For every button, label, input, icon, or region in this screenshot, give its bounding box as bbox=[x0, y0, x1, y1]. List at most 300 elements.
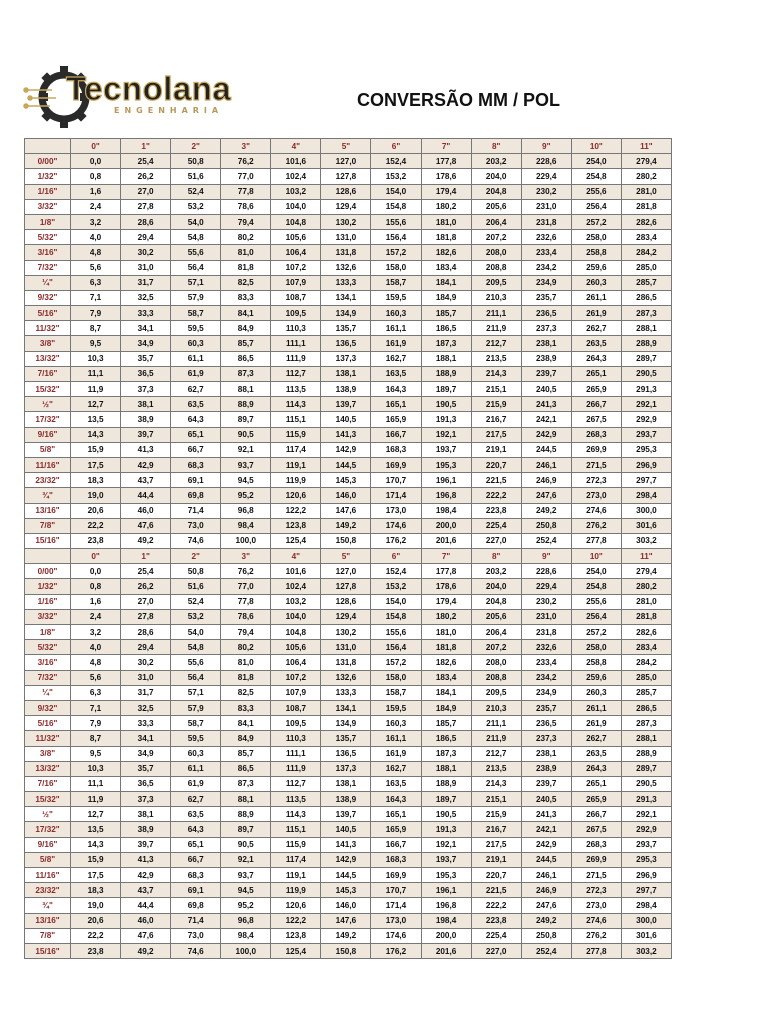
table-row bbox=[25, 518, 672, 533]
table-cell: 130,2 bbox=[321, 625, 371, 640]
row-label: 1/32" bbox=[25, 169, 71, 184]
table-cell: 183,4 bbox=[421, 260, 471, 275]
table-cell: 18,3 bbox=[71, 473, 121, 488]
table-cell: 191,3 bbox=[421, 822, 471, 837]
table-cell: 190,5 bbox=[421, 807, 471, 822]
table-cell: 292,9 bbox=[621, 412, 671, 427]
row-label: 7/8" bbox=[25, 928, 71, 943]
table-cell: 38,9 bbox=[121, 412, 171, 427]
table-cell: 112,7 bbox=[271, 366, 321, 381]
table-cell: 138,1 bbox=[321, 366, 371, 381]
table-cell: 107,9 bbox=[271, 685, 321, 700]
table-cell: 235,7 bbox=[521, 290, 571, 305]
table-cell: 254,8 bbox=[571, 169, 621, 184]
table-cell: 88,1 bbox=[221, 792, 271, 807]
row-label: ¾" bbox=[25, 488, 71, 503]
table-cell: 93,7 bbox=[221, 457, 271, 472]
table-cell: 9,5 bbox=[71, 746, 121, 761]
table-cell: 113,5 bbox=[271, 382, 321, 397]
row-label: 17/32" bbox=[25, 822, 71, 837]
table-cell: 15,9 bbox=[71, 442, 121, 457]
table-cell: 38,1 bbox=[121, 397, 171, 412]
table-cell: 85,7 bbox=[221, 336, 271, 351]
table-cell: 146,0 bbox=[321, 898, 371, 913]
table-cell: 104,8 bbox=[271, 214, 321, 229]
table-cell: 238,9 bbox=[521, 351, 571, 366]
table-cell: 231,0 bbox=[521, 199, 571, 214]
table-header-row bbox=[25, 549, 672, 564]
table-cell: 46,0 bbox=[121, 503, 171, 518]
table-row bbox=[25, 321, 672, 336]
table-cell: 258,8 bbox=[571, 655, 621, 670]
table-cell: 5,6 bbox=[71, 670, 121, 685]
table-cell: 161,9 bbox=[371, 336, 421, 351]
table-cell: 79,4 bbox=[221, 214, 271, 229]
company-logo bbox=[22, 62, 262, 132]
table-cell: 147,6 bbox=[321, 503, 371, 518]
table-row bbox=[25, 868, 672, 883]
column-header: 6" bbox=[371, 549, 421, 564]
table-cell: 281,8 bbox=[621, 609, 671, 624]
table-cell: 150,8 bbox=[321, 943, 371, 958]
table-cell: 282,6 bbox=[621, 625, 671, 640]
table-cell: 300,0 bbox=[621, 913, 671, 928]
table-cell: 184,9 bbox=[421, 700, 471, 715]
table-cell: 200,0 bbox=[421, 518, 471, 533]
row-label: 13/16" bbox=[25, 503, 71, 518]
table-cell: 192,1 bbox=[421, 427, 471, 442]
column-header: 11" bbox=[621, 139, 671, 154]
table-cell: 257,2 bbox=[571, 214, 621, 229]
table-cell: 254,0 bbox=[571, 154, 621, 169]
table-row bbox=[25, 260, 672, 275]
table-row bbox=[25, 943, 672, 958]
table-cell: 265,1 bbox=[571, 776, 621, 791]
table-cell: 238,9 bbox=[521, 761, 571, 776]
row-label: 3/16" bbox=[25, 655, 71, 670]
table-cell: 237,3 bbox=[521, 321, 571, 336]
table-cell: 33,3 bbox=[121, 306, 171, 321]
table-cell: 285,0 bbox=[621, 260, 671, 275]
table-cell: 223,8 bbox=[471, 913, 521, 928]
table-cell: 80,2 bbox=[221, 230, 271, 245]
table-cell: 227,0 bbox=[471, 533, 521, 548]
table-cell: 54,8 bbox=[171, 230, 221, 245]
table-cell: 292,9 bbox=[621, 822, 671, 837]
table-row bbox=[25, 731, 672, 746]
table-cell: 49,2 bbox=[121, 943, 171, 958]
table-cell: 31,7 bbox=[121, 685, 171, 700]
table-cell: 83,3 bbox=[221, 290, 271, 305]
table-cell: 240,5 bbox=[521, 382, 571, 397]
table-cell: 36,5 bbox=[121, 776, 171, 791]
table-cell: 14,3 bbox=[71, 427, 121, 442]
table-cell: 84,1 bbox=[221, 306, 271, 321]
table-cell: 252,4 bbox=[521, 943, 571, 958]
table-cell: 149,2 bbox=[321, 928, 371, 943]
table-cell: 196,8 bbox=[421, 488, 471, 503]
table-cell: 110,3 bbox=[271, 731, 321, 746]
table-cell: 183,4 bbox=[421, 670, 471, 685]
table-cell: 34,1 bbox=[121, 731, 171, 746]
table-cell: 192,1 bbox=[421, 837, 471, 852]
column-header: 5" bbox=[321, 549, 371, 564]
table-cell: 297,7 bbox=[621, 473, 671, 488]
table-cell: 303,2 bbox=[621, 943, 671, 958]
table-cell: 140,5 bbox=[321, 822, 371, 837]
table-cell: 287,3 bbox=[621, 306, 671, 321]
table-cell: 66,7 bbox=[171, 852, 221, 867]
table-cell: 220,7 bbox=[471, 868, 521, 883]
table-cell: 114,3 bbox=[271, 397, 321, 412]
table-cell: 4,0 bbox=[71, 230, 121, 245]
table-cell: 290,5 bbox=[621, 776, 671, 791]
table-cell: 258,8 bbox=[571, 245, 621, 260]
table-cell: 28,6 bbox=[121, 625, 171, 640]
table-cell: 55,6 bbox=[171, 655, 221, 670]
brand-name: Tecnolana bbox=[66, 70, 232, 107]
table-cell: 235,7 bbox=[521, 700, 571, 715]
table-cell: 280,2 bbox=[621, 579, 671, 594]
table-cell: 206,4 bbox=[471, 214, 521, 229]
table-cell: 165,9 bbox=[371, 822, 421, 837]
table-cell: 139,7 bbox=[321, 807, 371, 822]
table-cell: 198,4 bbox=[421, 503, 471, 518]
table-cell: 122,2 bbox=[271, 503, 321, 518]
table-cell: 59,5 bbox=[171, 321, 221, 336]
table-row bbox=[25, 822, 672, 837]
table-cell: 7,9 bbox=[71, 306, 121, 321]
table-cell: 115,9 bbox=[271, 837, 321, 852]
table-row bbox=[25, 230, 672, 245]
table-cell: 244,5 bbox=[521, 852, 571, 867]
table-cell: 23,8 bbox=[71, 533, 121, 548]
table-cell: 187,3 bbox=[421, 746, 471, 761]
table-cell: 8,7 bbox=[71, 731, 121, 746]
table-cell: 138,1 bbox=[321, 776, 371, 791]
table-cell: 214,3 bbox=[471, 366, 521, 381]
table-cell: 102,4 bbox=[271, 169, 321, 184]
table-cell: 56,4 bbox=[171, 670, 221, 685]
row-label: 17/32" bbox=[25, 412, 71, 427]
table-row bbox=[25, 852, 672, 867]
column-header: 10" bbox=[571, 549, 621, 564]
table-cell: 208,0 bbox=[471, 655, 521, 670]
table-row bbox=[25, 366, 672, 381]
table-cell: 160,3 bbox=[371, 306, 421, 321]
table-cell: 134,1 bbox=[321, 290, 371, 305]
table-cell: 115,9 bbox=[271, 427, 321, 442]
table-cell: 188,1 bbox=[421, 761, 471, 776]
table-cell: 179,4 bbox=[421, 184, 471, 199]
table-cell: 196,1 bbox=[421, 473, 471, 488]
table-cell: 82,5 bbox=[221, 685, 271, 700]
table-cell: 44,4 bbox=[121, 898, 171, 913]
table-cell: 145,3 bbox=[321, 473, 371, 488]
table-cell: 74,6 bbox=[171, 943, 221, 958]
table-cell: 178,6 bbox=[421, 169, 471, 184]
row-label: ¼" bbox=[25, 685, 71, 700]
table-cell: 233,4 bbox=[521, 655, 571, 670]
table-cell: 42,9 bbox=[121, 868, 171, 883]
table-cell: 247,6 bbox=[521, 488, 571, 503]
table-cell: 107,2 bbox=[271, 260, 321, 275]
table-cell: 106,4 bbox=[271, 245, 321, 260]
table-cell: 217,5 bbox=[471, 427, 521, 442]
column-header: 7" bbox=[421, 139, 471, 154]
table-cell: 1,6 bbox=[71, 184, 121, 199]
table-cell: 108,7 bbox=[271, 290, 321, 305]
table-cell: 123,8 bbox=[271, 518, 321, 533]
table-cell: 166,7 bbox=[371, 427, 421, 442]
table-cell: 229,4 bbox=[521, 579, 571, 594]
table-cell: 272,3 bbox=[571, 883, 621, 898]
row-label: 5/8" bbox=[25, 442, 71, 457]
table-cell: 69,8 bbox=[171, 488, 221, 503]
table-row bbox=[25, 275, 672, 290]
table-cell: 265,9 bbox=[571, 382, 621, 397]
table-cell: 87,3 bbox=[221, 776, 271, 791]
table-cell: 17,5 bbox=[71, 868, 121, 883]
row-label: 5/32" bbox=[25, 230, 71, 245]
table-cell: 140,5 bbox=[321, 412, 371, 427]
table-cell: 230,2 bbox=[521, 594, 571, 609]
table-cell: 38,1 bbox=[121, 807, 171, 822]
column-header: 6" bbox=[371, 139, 421, 154]
table-cell: 135,7 bbox=[321, 321, 371, 336]
table-cell: 246,1 bbox=[521, 457, 571, 472]
table-cell: 102,4 bbox=[271, 579, 321, 594]
table-cell: 161,1 bbox=[371, 731, 421, 746]
row-label: 9/16" bbox=[25, 837, 71, 852]
table-cell: 217,5 bbox=[471, 837, 521, 852]
table-cell: 142,9 bbox=[321, 852, 371, 867]
table-cell: 101,6 bbox=[271, 564, 321, 579]
table-cell: 57,1 bbox=[171, 275, 221, 290]
table-cell: 238,1 bbox=[521, 336, 571, 351]
table-cell: 220,7 bbox=[471, 457, 521, 472]
table-cell: 90,5 bbox=[221, 427, 271, 442]
table-cell: 39,7 bbox=[121, 837, 171, 852]
table-cell: 6,3 bbox=[71, 685, 121, 700]
table-row bbox=[25, 199, 672, 214]
row-label: 0/00" bbox=[25, 564, 71, 579]
row-label: 1/32" bbox=[25, 579, 71, 594]
table-cell: 293,7 bbox=[621, 427, 671, 442]
table-header-row bbox=[25, 139, 672, 154]
table-cell: 184,1 bbox=[421, 275, 471, 290]
table-cell: 215,9 bbox=[471, 397, 521, 412]
table-cell: 177,8 bbox=[421, 154, 471, 169]
table-cell: 274,6 bbox=[571, 913, 621, 928]
table-cell: 94,5 bbox=[221, 473, 271, 488]
row-label: 9/32" bbox=[25, 290, 71, 305]
table-cell: 41,3 bbox=[121, 442, 171, 457]
table-cell: 44,4 bbox=[121, 488, 171, 503]
table-cell: 165,1 bbox=[371, 397, 421, 412]
table-cell: 78,6 bbox=[221, 609, 271, 624]
table-cell: 303,2 bbox=[621, 533, 671, 548]
table-row bbox=[25, 214, 672, 229]
table-cell: 195,3 bbox=[421, 868, 471, 883]
table-cell: 153,2 bbox=[371, 579, 421, 594]
table-cell: 286,5 bbox=[621, 290, 671, 305]
table-cell: 4,8 bbox=[71, 655, 121, 670]
column-header: 2" bbox=[171, 549, 221, 564]
table-cell: 234,2 bbox=[521, 260, 571, 275]
table-cell: 203,2 bbox=[471, 564, 521, 579]
row-label: ¼" bbox=[25, 275, 71, 290]
row-label: 3/8" bbox=[25, 336, 71, 351]
table-cell: 7,1 bbox=[71, 290, 121, 305]
table-cell: 288,1 bbox=[621, 731, 671, 746]
column-header: 8" bbox=[471, 549, 521, 564]
table-cell: 78,6 bbox=[221, 199, 271, 214]
table-cell: 268,3 bbox=[571, 837, 621, 852]
table-cell: 153,2 bbox=[371, 169, 421, 184]
column-header: 4" bbox=[271, 139, 321, 154]
table-cell: 69,1 bbox=[171, 473, 221, 488]
table-cell: 298,4 bbox=[621, 488, 671, 503]
table-cell: 65,1 bbox=[171, 837, 221, 852]
table-cell: 215,1 bbox=[471, 382, 521, 397]
table-cell: 11,1 bbox=[71, 366, 121, 381]
row-label: 7/32" bbox=[25, 670, 71, 685]
table-cell: 185,7 bbox=[421, 306, 471, 321]
table-cell: 262,7 bbox=[571, 321, 621, 336]
table-cell: 27,8 bbox=[121, 199, 171, 214]
table-cell: 256,4 bbox=[571, 609, 621, 624]
table-cell: 125,4 bbox=[271, 943, 321, 958]
table-cell: 238,1 bbox=[521, 746, 571, 761]
table-cell: 225,4 bbox=[471, 928, 521, 943]
table-cell: 133,3 bbox=[321, 275, 371, 290]
table-cell: 58,7 bbox=[171, 306, 221, 321]
table-cell: 242,1 bbox=[521, 822, 571, 837]
table-cell: 62,7 bbox=[171, 382, 221, 397]
table-cell: 58,7 bbox=[171, 716, 221, 731]
table-cell: 174,6 bbox=[371, 518, 421, 533]
table-cell: 94,5 bbox=[221, 883, 271, 898]
table-cell: 110,3 bbox=[271, 321, 321, 336]
table-cell: 33,3 bbox=[121, 716, 171, 731]
table-cell: 159,5 bbox=[371, 290, 421, 305]
table-cell: 196,1 bbox=[421, 883, 471, 898]
table-cell: 203,2 bbox=[471, 154, 521, 169]
table-cell: 54,0 bbox=[171, 214, 221, 229]
table-cell: 73,0 bbox=[171, 518, 221, 533]
table-cell: 234,2 bbox=[521, 670, 571, 685]
table-cell: 269,9 bbox=[571, 852, 621, 867]
table-cell: 215,9 bbox=[471, 807, 521, 822]
row-label: 7/32" bbox=[25, 260, 71, 275]
table-cell: 182,6 bbox=[421, 245, 471, 260]
table-cell: 186,5 bbox=[421, 731, 471, 746]
table-cell: 111,1 bbox=[271, 336, 321, 351]
table-cell: 83,3 bbox=[221, 700, 271, 715]
table-cell: 209,5 bbox=[471, 685, 521, 700]
table-cell: 88,9 bbox=[221, 397, 271, 412]
table-cell: 104,0 bbox=[271, 609, 321, 624]
table-cell: 198,4 bbox=[421, 913, 471, 928]
table-row bbox=[25, 306, 672, 321]
table-row bbox=[25, 807, 672, 822]
table-cell: 12,7 bbox=[71, 807, 121, 822]
table-cell: 8,7 bbox=[71, 321, 121, 336]
table-cell: 27,0 bbox=[121, 184, 171, 199]
table-cell: 210,3 bbox=[471, 290, 521, 305]
table-cell: 163,5 bbox=[371, 776, 421, 791]
table-cell: 154,0 bbox=[371, 184, 421, 199]
table-cell: 19,0 bbox=[71, 898, 121, 913]
table-cell: 20,6 bbox=[71, 913, 121, 928]
table-row bbox=[25, 351, 672, 366]
column-header bbox=[25, 139, 71, 154]
table-row bbox=[25, 594, 672, 609]
table-row bbox=[25, 533, 672, 548]
table-cell: 100,0 bbox=[221, 533, 271, 548]
table-cell: 230,2 bbox=[521, 184, 571, 199]
table-cell: 82,5 bbox=[221, 275, 271, 290]
table-cell: 68,3 bbox=[171, 868, 221, 883]
row-label: 3/16" bbox=[25, 245, 71, 260]
table-cell: 216,7 bbox=[471, 412, 521, 427]
table-cell: 164,3 bbox=[371, 792, 421, 807]
table-cell: 111,9 bbox=[271, 761, 321, 776]
table-cell: 193,7 bbox=[421, 852, 471, 867]
column-header: 1" bbox=[121, 139, 171, 154]
table-cell: 61,1 bbox=[171, 351, 221, 366]
table-cell: 66,7 bbox=[171, 442, 221, 457]
table-cell: 255,6 bbox=[571, 184, 621, 199]
table-cell: 79,4 bbox=[221, 625, 271, 640]
table-row bbox=[25, 625, 672, 640]
table-cell: 284,2 bbox=[621, 655, 671, 670]
table-cell: 296,9 bbox=[621, 457, 671, 472]
table-cell: 131,8 bbox=[321, 655, 371, 670]
table-cell: 93,7 bbox=[221, 868, 271, 883]
table-cell: 37,3 bbox=[121, 792, 171, 807]
table-cell: 47,6 bbox=[121, 518, 171, 533]
table-cell: 32,5 bbox=[121, 290, 171, 305]
table-cell: 279,4 bbox=[621, 564, 671, 579]
table-cell: 77,8 bbox=[221, 184, 271, 199]
row-label: 7/16" bbox=[25, 776, 71, 791]
table-cell: 134,1 bbox=[321, 700, 371, 715]
table-cell: 107,2 bbox=[271, 670, 321, 685]
table-cell: 127,8 bbox=[321, 579, 371, 594]
table-cell: 174,6 bbox=[371, 928, 421, 943]
table-cell: 261,9 bbox=[571, 306, 621, 321]
row-label: 5/32" bbox=[25, 640, 71, 655]
table-cell: 176,2 bbox=[371, 943, 421, 958]
table-cell: 108,7 bbox=[271, 700, 321, 715]
table-cell: 271,5 bbox=[571, 457, 621, 472]
column-header: 9" bbox=[521, 139, 571, 154]
table-cell: 214,3 bbox=[471, 776, 521, 791]
table-cell: 1,6 bbox=[71, 594, 121, 609]
table-cell: 54,8 bbox=[171, 640, 221, 655]
table-cell: 92,1 bbox=[221, 852, 271, 867]
table-cell: 285,7 bbox=[621, 275, 671, 290]
table-cell: 246,1 bbox=[521, 868, 571, 883]
table-cell: 263,5 bbox=[571, 746, 621, 761]
table-cell: 300,0 bbox=[621, 503, 671, 518]
table-cell: 163,5 bbox=[371, 366, 421, 381]
table-cell: 61,9 bbox=[171, 366, 221, 381]
table-cell: 109,5 bbox=[271, 306, 321, 321]
table-cell: 139,7 bbox=[321, 397, 371, 412]
